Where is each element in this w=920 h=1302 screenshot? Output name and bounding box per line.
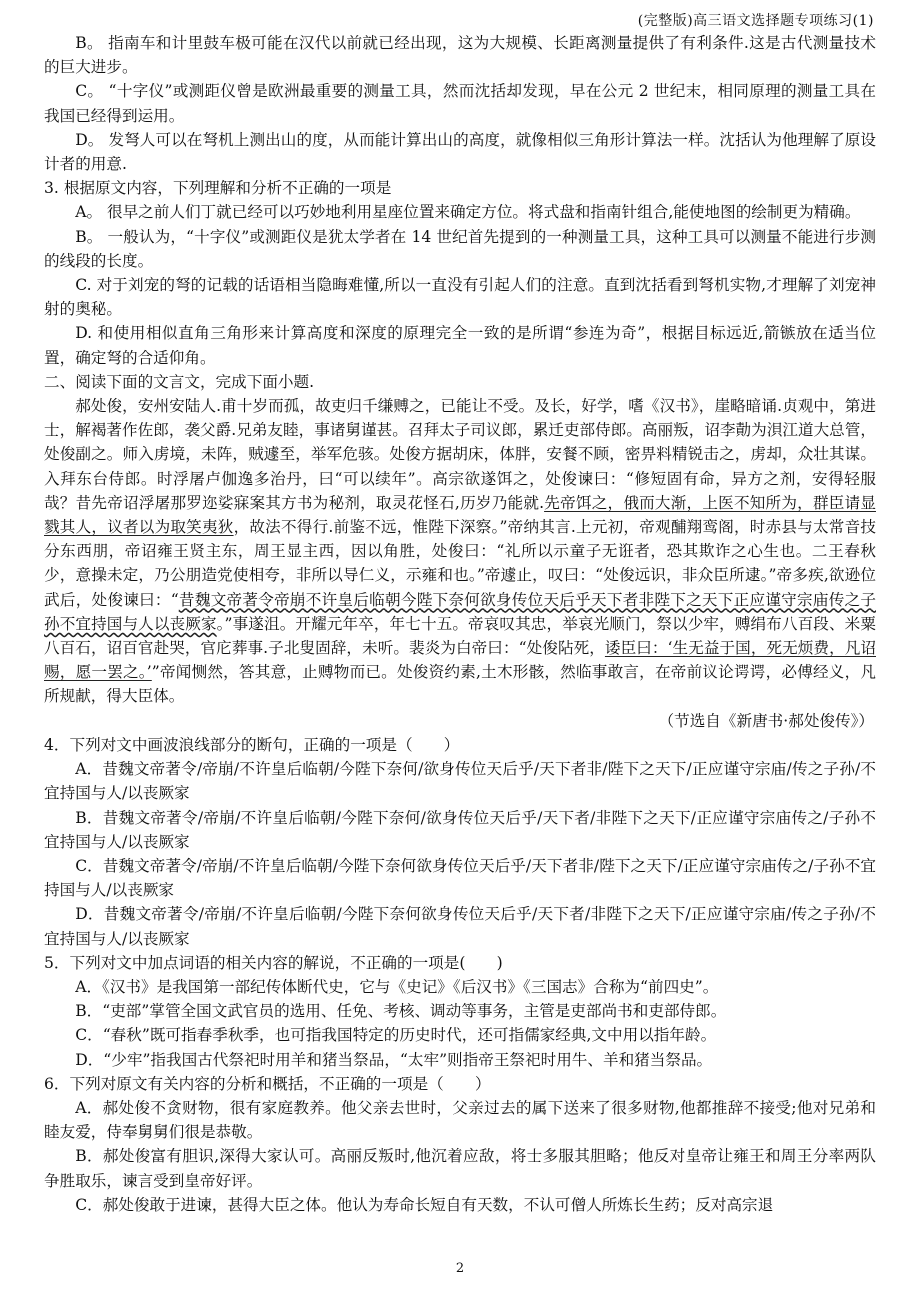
section-2-title: 二、阅读下面的文言文，完成下面小题.	[44, 372, 315, 391]
q4-option-b: B．昔魏文帝著令/帝崩/不许皇后临朝/今陛下奈何/欲身传位天后乎/天下者/非陛下之天下/正应谨守宗庙传之/子孙不宜持国与人/以丧厥家	[44, 808, 876, 851]
wavy-underlined-sentence: 昔魏文帝著令帝崩不许皇后临朝今陛下奈何欲身传位天后乎天下者非陛下之天下正应谨守宗庙传之子孙不宜持国与人以丧厥家	[44, 590, 876, 633]
passage-text-part2: ，故法不得行.前鉴不远，惟陛下深察。”帝纳其言.上元初，帝观酺翔鸾阁，时赤县与太常音技分东西朋，帝诏雍王贤主东，周王显主西，因以角胜，处俊曰：“礼所以示童子无诳者，恐其欺诈之心生也。二王春秋少，意操未定，乃公朋造党使相夸，非所以导仁义，示雍和也。”帝遽止，叹曰：“处俊远识，非众臣所逮。”帝多疾,欲逊位武后，处俊谏曰：“	[44, 518, 876, 609]
page-header: (完整版)高三语文选择题专项练习(1)	[637, 13, 874, 29]
classical-passage	[44, 394, 876, 709]
passage-source: （节选自《新唐书·郝处俊传》）	[658, 711, 874, 730]
q3-option-b: B。 一般认为，“十字仪”或测距仪是犹太学者在 14 世纪首先提到的一种测量工具，这种工具可以测量不能进行步测的线段的长度。	[44, 227, 876, 270]
q6-stem: 6．下列对原文有关内容的分析和概括，不正确的一项是（ ）	[44, 1074, 491, 1093]
page-number: 2	[455, 1261, 465, 1276]
q3-option-d: D. 和使用相似直角三角形来计算高度和深度的原理完全一致的是所谓“参连为奇”，根据目标远近,箭镞放在适当位置，确定弩的合适仰角。	[44, 324, 876, 367]
q4-option-a: A．昔魏文帝著令/帝崩/不许皇后临朝/今陛下奈何/欲身传位天后乎/天下者非/陛下之天下/正应谨守宗庙/传之子孙/不宜持国与人/以丧厥家	[44, 760, 876, 803]
q2-option-d: D。 发弩人可以在弩机上测出山的度，从而能计算出山的高度，就像相似三角形计算法一样。沈括认为他理解了原设计者的用意.	[44, 130, 876, 174]
q6-option-c: C．郝处俊敢于进谏，甚得大臣之体。他认为寿命长短自有天数，不认可僧人所炼长生药；反对高宗退	[75, 1195, 774, 1214]
q5-option-c: C．“春秋”既可指春季秋季，也可指我国特定的历史时代，还可指儒家经典,文中用以指年龄。	[75, 1026, 717, 1045]
q3-option-a: A。 很早之前人们丁就已经可以巧妙地利用星座位置来确定方位。将式盘和指南针组合,能使地图的绘制更为精确。	[75, 203, 861, 222]
q2-option-b: B。 指南车和计里鼓车极可能在汉代以前就已经出现，这为大规模、长距离测量提供了有利条件.这是古代测量技术的巨大进步。	[44, 34, 876, 77]
q5-option-b: B．“吏部”掌管全国文武官员的选用、任免、考核、调动等事务，主管是吏部尚书和吏部侍郎。	[75, 1002, 727, 1021]
passage-text-part4: ”帝闻恻然，答其意，止赙物而已。处俊资约素,土木形骸，然临事敢言，在帝前议论谔谔，必傅经义，凡所规献，得大臣体。	[44, 663, 876, 706]
page-content	[44, 31, 876, 1217]
q4-option-c: C．昔魏文帝著令/帝崩/不许皇后临朝/今陛下奈何欲身传位天后乎/天下者非/陛下之天下/正应谨守宗庙传之/子孙不宜持国与人/以丧厥家	[44, 856, 876, 900]
passage-text-part1: 郝处俊，安州安陆人.甫十岁而孤，故吏归千缣赙之，已能让不受。及长，好学，嗜《汉书》，崖略暗诵.贞观中，第进士，解褐著作佐郎，袭父爵.兄弟友睦，事诸舅谨甚。召拜太子司议郎，累迁吏部侍郎。高丽叛，诏李勣为浿江道大总管，处俊副之。师入虏境，未阵，贼遽至，举军危骇。处俊方据胡床，体胖，安餐不顾，密畀料精锐击之，虏却，众壮其谋。入拜东台侍郎。时浮屠卢伽逸多治丹，曰“可以续年”。高宗欲遂饵之，处俊谏曰：“修短固有命，异方之剂，安得轻服哉？昔先帝诏浮屠那罗迩娑寐案其方书为秘剂，取灵花怪石,历岁乃能就.	[44, 397, 876, 512]
q6-option-a: A．郝处俊不贪财物，很有家庭教养。他父亲去世时，父亲过去的属下送来了很多财物,他都推辞不接受;他对兄弟和睦友爱，侍奉舅舅们很是恭敬。	[44, 1098, 876, 1142]
passage-text-part3: 。”事遂沮。开耀元年卒，年七十五。帝哀叹其忠，举哀光顺门，祭以少牢，赙绢布八百段、米粟八百石，诏百官赴哭，官庀葬事.子北叟固辞，未听。裴炎为白帝曰：“处俊阽死，	[44, 614, 876, 658]
q3-stem: 3. 根据原文内容，下列理解和分析不正确的一项是	[44, 179, 392, 198]
q3-option-c: C. 对于刘宠的弩的记载的话语相当隐晦难懂,所以一直没有引起人们的注意。直到沈括看到弩机实物,才理解了刘宠神射的奥秘。	[44, 276, 876, 319]
q5-option-a: A．《汉书》是我国第一部纪传体断代史，它与《史记》《后汉书》《三国志》合称为“前四史”。	[75, 977, 719, 996]
underlined-sentence-2: 诿臣曰：‘生无益于国，死无烦费，凡诏赐，愿一罢之。’	[44, 639, 876, 682]
q2-option-c: C。 “十字仪”或测距仪曾是欧洲最重要的测量工具，然而沈括却发现，早在公元 2 世纪末，相同原理的测量工具在我国已经得到运用。	[44, 82, 876, 125]
q4-stem: 4．下列对文中画波浪线部分的断句，正确的一项是（ ）	[44, 735, 460, 754]
underlined-sentence-1: 先帝饵之，俄而大渐，上医不知所为，群臣请显戮其人，议者以为取笑夷狄	[44, 493, 876, 537]
q5-option-d: D．“少牢”指我国古代祭祀时用羊和猪当祭品，“太牢”则指帝王祭祀时用牛、羊和猪当祭品。	[75, 1050, 713, 1069]
q6-option-b: B．郝处俊富有胆识,深得大家认可。高丽反叛时,他沉着应敌，将士多服其胆略；他反对皇帝让雍王和周王分率两队争胜取乐，谏言受到皇帝好评。	[44, 1147, 876, 1190]
q4-option-d: D．昔魏文帝著令/帝崩/不许皇后临朝/今陛下奈何欲身传位天后乎/天下者/非陛下之天下/正应谨守宗庙/传之子孙/不宜持国与人/以丧厥家	[44, 905, 876, 948]
q5-stem: 5．下列对文中加点词语的相关内容的解说，不正确的一项是( )	[44, 953, 503, 972]
